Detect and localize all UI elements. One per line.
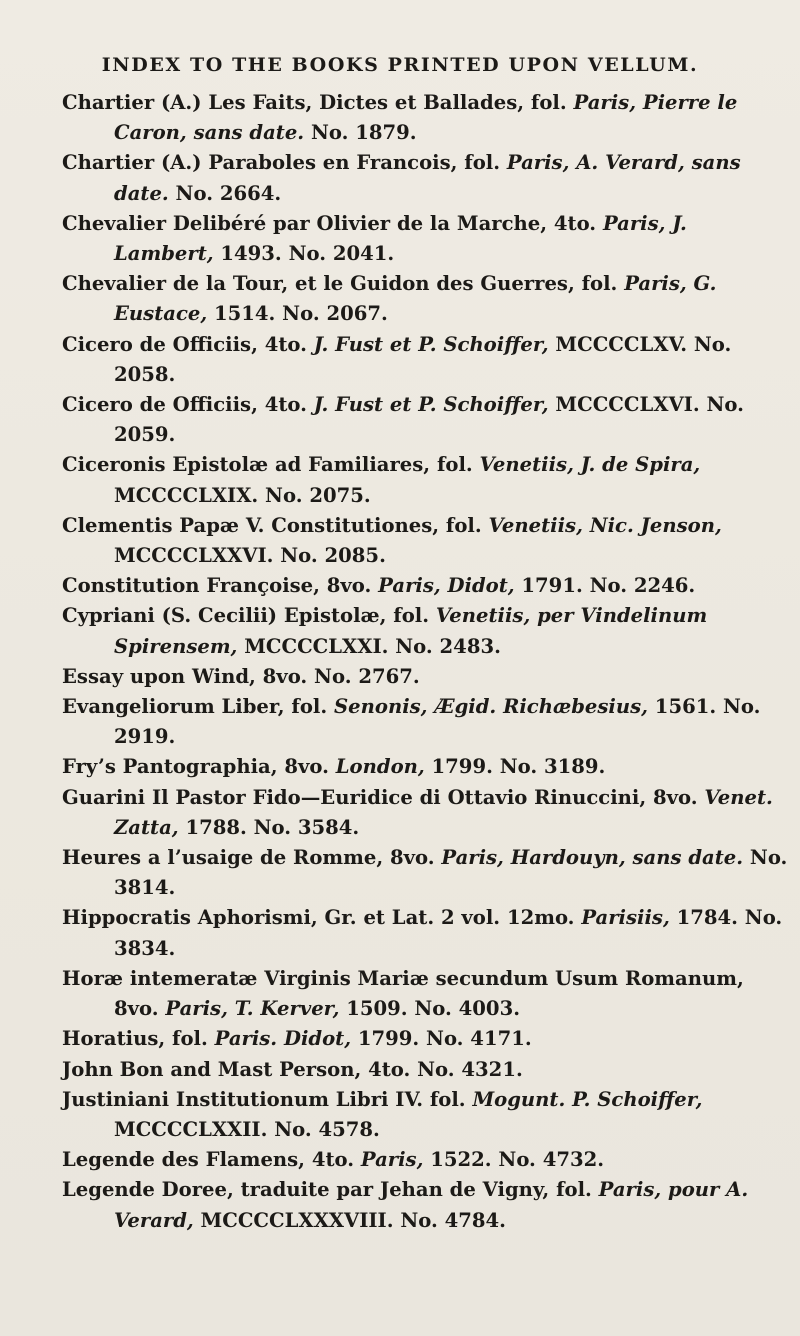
index-entry: Justiniani Institutionum Libri IV. fol. Mogunt. P. Schoiffer, MCCCCLXXII. No. 4578.: [62, 1087, 703, 1141]
index-entry: Chartier (A.) Paraboles en Francois, fol. Paris, A. Verard, sans date. No. 2664.: [62, 151, 741, 205]
index-entry: Ciceronis Epistolæ ad Familiares, fol. Venetiis, J. de Spira, MCCCCLXIX. No. 2075.: [62, 453, 701, 507]
index-entry: Constitution Françoise, 8vo. Paris, Didot, 1791. No. 2246.: [62, 574, 696, 598]
index-entry: Hippocratis Aphorismi, Gr. et Lat. 2 vol. 12mo. Parisiis, 1784. No. 3834.: [62, 906, 783, 960]
index-entry: Fry’s Pantographia, 8vo. London, 1799. No. 3189.: [62, 755, 606, 779]
index-entry: Cicero de Officiis, 4to. J. Fust et P. Schoiffer, MCCCCLXV. No. 2058.: [62, 332, 732, 386]
index-entry: Essay upon Wind, 8vo. No. 2767.: [62, 664, 420, 688]
index-entry: Clementis Papæ V. Constitutiones, fol. Venetiis, Nic. Jenson, MCCCCLXXVI. No. 2085.: [62, 513, 722, 568]
index-entry: Chevalier Delibéré par Olivier de la Marche, 4to. Paris, J. Lambert, 1493. No. 2041.: [62, 211, 687, 266]
index-entry: Evangeliorum Liber, fol. Senonis, Ægid. Richæbesius, 1561. No. 2919.: [62, 695, 761, 749]
index-entry: Chartier (A.) Les Faits, Dictes et Ballades, fol. Paris, Pierre le Caron, sans date. No. 1879.: [62, 91, 738, 145]
index-entry-list: [62, 88, 790, 1236]
index-entry: Guarini Il Pastor Fido—Euridice di Ottavio Rinuccini, 8vo. Venet. Zatta, 1788. No. 3584.: [62, 785, 773, 839]
index-entry: Heures a l’usaige de Romme, 8vo. Paris, Hardouyn, sans date. No. 3814.: [62, 846, 788, 900]
index-entry: Legende Doree, traduite par Jehan de Vigny, fol. Paris, pour A. Verard, MCCCCLXXXVIII. No. 4784.: [62, 1178, 749, 1232]
index-entry: Legende des Flamens, 4to. Paris, 1522. No. 4732.: [62, 1148, 605, 1172]
index-entry: Horatius, fol. Paris. Didot, 1799. No. 4171.: [62, 1027, 532, 1051]
running-head: INDEX TO THE BOOKS PRINTED UPON VELLUM.: [101, 54, 699, 76]
index-entry: Chevalier de la Tour, et le Guidon des Guerres, fol. Paris, G. Eustace, 1514. No. 2067.: [62, 272, 717, 326]
index-entry: Cicero de Officiis, 4to. J. Fust et P. Schoiffer, MCCCCLXVI. No. 2059.: [62, 393, 744, 447]
index-entry: Horæ intemeratæ Virginis Mariæ secundum Usum Romanum, 8vo. Paris, T. Kerver, 1509. No. 4003.: [62, 966, 744, 1021]
index-entry: John Bon and Mast Person, 4to. No. 4321.: [62, 1057, 523, 1081]
index-entry: Cypriani (S. Cecilii) Epistolæ, fol. Venetiis, per Vindelinum Spirensem, MCCCCLXXI. No. 2483.: [62, 604, 708, 658]
